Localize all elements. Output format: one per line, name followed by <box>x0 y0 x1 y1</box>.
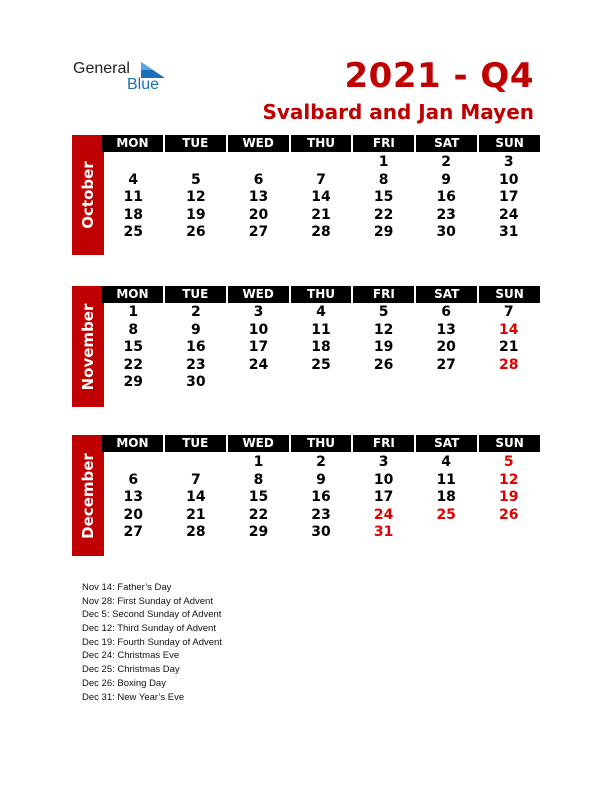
page-subtitle: Svalbard and Jan Mayen <box>262 100 534 124</box>
day-cell: 16 <box>311 489 331 505</box>
empty-day-cell <box>227 374 290 392</box>
day-cell: 2 <box>441 154 452 170</box>
day-cell: 2 <box>190 304 201 320</box>
day-cell: 20 <box>248 206 269 223</box>
day-cell: 17 <box>373 489 394 505</box>
day-cell: 29 <box>248 524 269 540</box>
day-cell: 8 <box>253 471 264 488</box>
day-cell: 26 <box>186 224 206 240</box>
day-cell: 5 <box>190 171 201 188</box>
day-cell: 30 <box>311 524 331 540</box>
day-cell: 12 <box>499 471 519 488</box>
weekday-label: SAT <box>416 435 477 452</box>
day-cell: 6 <box>253 171 264 188</box>
day-cell: 27 <box>248 224 269 240</box>
weekday-label: FRI <box>353 286 414 303</box>
day-cell: 18 <box>311 339 331 355</box>
empty-day-cell <box>477 524 540 542</box>
empty-day-cell <box>290 154 353 172</box>
empty-day-cell <box>290 374 353 392</box>
day-cell: 12 <box>186 189 206 205</box>
holiday-item: Nov 14: Father’s Day <box>82 582 172 593</box>
page-title: 2021 - Q4 <box>344 56 534 96</box>
week-row <box>102 207 540 225</box>
day-cell: 23 <box>436 206 456 223</box>
day-cell: 12 <box>373 321 394 338</box>
holiday-item: Dec 5: Second Sunday of Advent <box>82 609 222 621</box>
day-cell: 1 <box>378 154 389 170</box>
day-cell: 5 <box>378 304 389 320</box>
day-cell: 6 <box>128 471 139 488</box>
day-cell: 10 <box>248 321 269 338</box>
day-cell: 8 <box>378 171 389 188</box>
day-cell: 22 <box>373 206 394 223</box>
weekday-label: THU <box>291 135 352 152</box>
day-cell: 19 <box>373 339 394 355</box>
day-cell: 19 <box>186 206 206 223</box>
empty-day-cell <box>102 154 165 172</box>
day-grid <box>102 154 540 242</box>
day-cell: 8 <box>128 321 139 338</box>
weekday-label: SAT <box>416 135 477 152</box>
day-cell: 19 <box>499 489 519 505</box>
day-cell: 13 <box>436 321 456 338</box>
day-cell: 10 <box>499 171 519 188</box>
day-cell: 6 <box>441 304 452 320</box>
day-cell: 11 <box>311 321 331 338</box>
weekday-label: WED <box>228 286 289 303</box>
logo-text-blue: Blue <box>127 76 160 93</box>
week-row <box>102 374 540 392</box>
empty-day-cell <box>165 154 228 172</box>
day-cell: 3 <box>503 154 514 170</box>
day-cell: 24 <box>373 506 394 523</box>
day-cell: 2 <box>316 454 326 470</box>
day-cell: 11 <box>123 189 144 205</box>
day-cell: 30 <box>436 224 456 240</box>
day-cell: 26 <box>499 506 519 523</box>
empty-day-cell <box>415 374 478 392</box>
day-cell: 10 <box>373 471 394 488</box>
day-cell: 14 <box>186 489 206 505</box>
weekday-header <box>102 435 540 452</box>
day-cell: 29 <box>123 374 144 390</box>
day-cell: 22 <box>123 356 144 373</box>
month-name: October <box>79 161 97 229</box>
empty-day-cell <box>352 374 415 392</box>
day-cell: 7 <box>190 471 201 488</box>
day-cell: 20 <box>436 339 456 355</box>
day-cell: 15 <box>248 489 269 505</box>
day-grid <box>102 454 540 542</box>
weekday-label: SUN <box>479 135 540 152</box>
day-cell: 24 <box>248 356 269 373</box>
day-cell: 21 <box>311 206 331 223</box>
day-cell: 4 <box>441 454 452 470</box>
week-row <box>102 489 540 507</box>
day-cell: 28 <box>186 524 206 540</box>
holiday-item: Dec 19: Fourth Sunday of Advent <box>82 636 222 648</box>
holiday-item: Dec 24: Christmas Eve <box>82 650 180 662</box>
week-row <box>102 507 540 525</box>
day-cell: 13 <box>248 189 269 205</box>
weekday-header <box>102 286 540 303</box>
empty-day-cell <box>227 154 290 172</box>
day-cell: 24 <box>499 206 519 223</box>
holiday-item: Nov 28: First Sunday of Advent <box>82 595 213 607</box>
day-cell: 4 <box>128 171 139 188</box>
day-cell: 25 <box>436 506 456 523</box>
day-cell: 4 <box>316 304 326 320</box>
weekday-label: TUE <box>165 135 226 152</box>
day-cell: 26 <box>373 356 394 373</box>
day-cell: 18 <box>436 489 456 505</box>
weekday-label: WED <box>228 135 289 152</box>
day-grid <box>102 304 540 392</box>
month-name: December <box>79 452 97 539</box>
holiday-item: Dec 25: Christmas Day <box>82 664 180 676</box>
month-label-bar <box>72 286 104 407</box>
week-row <box>102 322 540 340</box>
holiday-item: Dec 26: Boxing Day <box>82 677 166 689</box>
day-cell: 1 <box>128 304 139 320</box>
weekday-label: SUN <box>479 286 540 303</box>
empty-day-cell <box>477 374 540 392</box>
day-cell: 25 <box>311 356 331 373</box>
week-row <box>102 172 540 190</box>
month-name: November <box>79 303 97 390</box>
holiday-item: Dec 12: Third Sunday of Advent <box>82 623 216 635</box>
week-row <box>102 357 540 375</box>
week-row <box>102 454 540 472</box>
day-cell: 11 <box>436 471 456 488</box>
day-cell: 3 <box>253 304 264 320</box>
day-cell: 17 <box>499 189 519 205</box>
day-cell: 31 <box>373 524 394 540</box>
weekday-label: THU <box>291 435 352 452</box>
weekday-label: TUE <box>165 286 226 303</box>
weekday-label: TUE <box>165 435 226 452</box>
day-cell: 23 <box>186 356 206 373</box>
day-cell: 30 <box>186 374 206 390</box>
week-row <box>102 339 540 357</box>
weekday-label: SAT <box>416 286 477 303</box>
empty-day-cell <box>415 524 478 542</box>
week-row <box>102 524 540 542</box>
day-cell: 27 <box>436 356 456 373</box>
day-cell: 29 <box>373 224 394 240</box>
day-cell: 21 <box>186 506 206 523</box>
weekday-label: MON <box>102 435 163 452</box>
day-cell: 17 <box>248 339 269 355</box>
holiday-list <box>82 581 222 704</box>
week-row <box>102 189 540 207</box>
day-cell: 22 <box>248 506 269 523</box>
day-cell: 9 <box>190 321 201 338</box>
day-cell: 15 <box>123 339 144 355</box>
day-cell: 14 <box>311 189 331 205</box>
day-cell: 13 <box>123 489 144 505</box>
weekday-label: THU <box>291 286 352 303</box>
day-cell: 20 <box>123 506 144 523</box>
month-label-bar <box>72 435 104 556</box>
weekday-label: FRI <box>353 135 414 152</box>
day-cell: 16 <box>436 189 456 205</box>
weekday-label: WED <box>228 435 289 452</box>
week-row <box>102 472 540 490</box>
day-cell: 9 <box>441 171 452 188</box>
day-cell: 9 <box>316 471 326 488</box>
week-row <box>102 224 540 242</box>
day-cell: 28 <box>499 356 519 373</box>
day-cell: 25 <box>123 224 144 240</box>
weekday-label: MON <box>102 135 163 152</box>
day-cell: 5 <box>503 454 514 470</box>
holiday-item: Dec 31: New Year’s Eve <box>82 691 185 703</box>
week-row <box>102 154 540 172</box>
day-cell: 15 <box>373 189 394 205</box>
general-blue-logo <box>73 60 173 96</box>
day-cell: 7 <box>316 171 326 188</box>
day-cell: 14 <box>499 321 519 338</box>
day-cell: 27 <box>123 524 144 540</box>
day-cell: 1 <box>253 454 264 470</box>
weekday-label: MON <box>102 286 163 303</box>
day-cell: 23 <box>311 506 331 523</box>
day-cell: 7 <box>503 304 514 320</box>
weekday-label: FRI <box>353 435 414 452</box>
weekday-label: SUN <box>479 435 540 452</box>
empty-day-cell <box>102 454 165 472</box>
month-label-bar <box>72 135 104 255</box>
day-cell: 16 <box>186 339 206 355</box>
day-cell: 28 <box>311 224 331 240</box>
day-cell: 21 <box>499 339 519 355</box>
day-cell: 3 <box>378 454 389 470</box>
logo-text-general: General <box>73 60 130 77</box>
weekday-header <box>102 135 540 152</box>
week-row <box>102 304 540 322</box>
day-cell: 18 <box>123 206 144 223</box>
empty-day-cell <box>165 454 228 472</box>
day-cell: 31 <box>499 224 519 240</box>
